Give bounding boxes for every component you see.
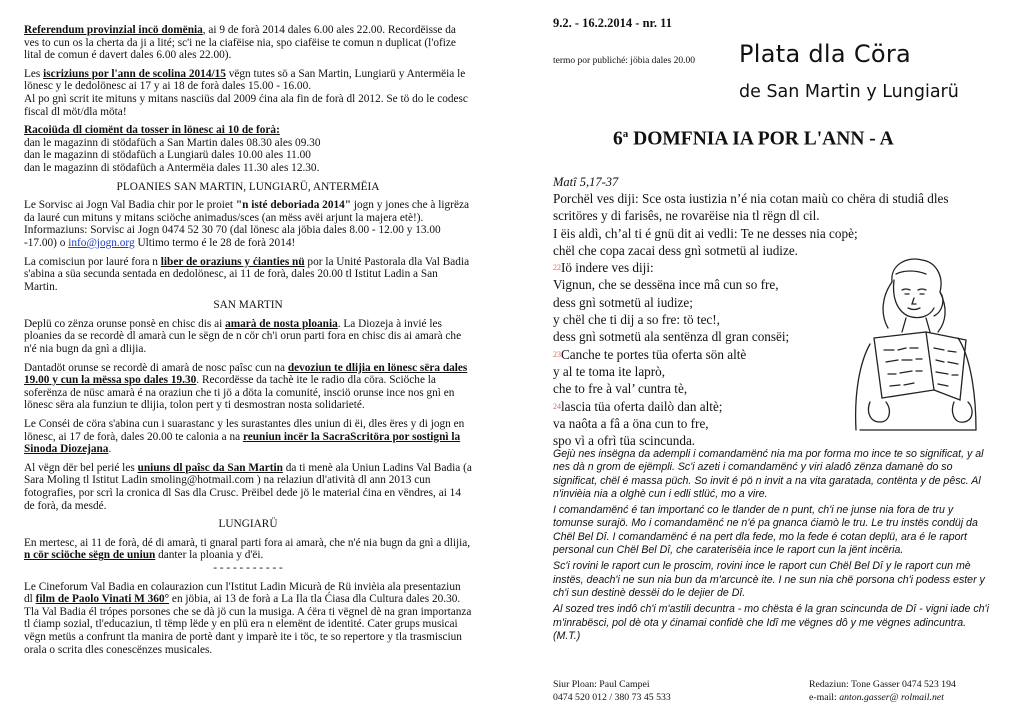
gospel-reference: Matî 5,17-37 <box>553 175 619 189</box>
youth-service-notice: Le Sorvisc ai Jogn Val Badia chir por le proiet "n isté deboriada 2014" jogn y jones che à ligrëza da lauré cun mituns y mitans sciöche animadus/sces (an mëss avëi arjunt la majera etè!). Informaziuns: Sorvisc ai Jogn 0474 52 30 70 (dal lönesc ala jöbia dales 8.00 - 12.00 y 13.00 -17.00) o info@jogn.org Ultimo termo é le 28 de forà 2014! <box>24 199 469 249</box>
separator: - - - - - - - - - - - <box>213 561 283 574</box>
cineforum-notice: Le Cineforum Val Badia en colaurazion cun l'Istitut Ladin Micurà de Rü invièia ala presentaziun dl film de Paolo Vinati M 360° en jöbia, ai 13 de forà a La Ila tla Ćiasa dla Cultura dales 20.30. Tla Val Badia él trópes porsones che se dà jö cun la musiga. A ćëra ti vëgnel dè na gran importanza tl ćiamp sozial, tl'educaziun, tl tëmp lëde y en plü era n elemënt de identité. Cater grups musicai vëgn metüs a confrunt tla manira de portè dant y imparè ite i töc, te so repertore y tla trasmisciun orala o scrita dles conescënzes musicales. <box>24 580 472 656</box>
bulletin-right-column: 9.2. - 16.2.2014 - nr. 11 termo por publiché: jöbia dales 20.00 Plata dla Cöra de San Martin y Lungiarü 6$^a$ DOMFNIA IA POR L'ANN - A Matî 5,17-37 Porchël ves diji: Sce osta iustizia n’é nia cotan maiù co chëra di studiâ dles scritöres y di farisês, ne rovarëise nia tl rëgn dl cil. I ëis aldì, ch’al ti é gnü dit ai vedli: Te ne desses nia copè; chël che copa zacai dess gnì sotmetü al iudize. $^{22}$Iö indere ves diji: Vignun, che se dessëna ince mâ cun so fre, dess gnì sotmetü al iudize; y chël che ti dij a so fre: tö tec!, dess gnì sotmetü ala sentënza dl gran consëi; $^{23}$Canche te portes tüa oferta sön altè y al te toma ite laprò, che to fre à val’ cuntra tè, $^{24}$lascia tüa oferta dailò dan altè; va naôta a fâ a öna cun to fre, spo vì a ofrì tüa scincunda. Gejù nes insëgna da adempli i comandamënć nia ma por forma mo ince te so significat, y al nes dà n grom de ejëmpli. Sc'i azeti i comandamënć y viri aladô zënza damanè do so significat, chël é massa püch. So invit é pö n invit a na vita garatada, contënta y de pêsc. Al n'invièia nia a olghè cun i edli stlüć, mo a vire. I comandamënć é tan importanć co le tlander de n punt, ch'i ne junse nia fora de tru y tomunse surajö. Mo i comandamënć ne n'é pa gnanca ćiamò le tru. Le tru instës condüj da Chël Bel Dî. I comandamënć é na pert dla fede, mo la fede é cotan deplü, ara é le raport personal cun Chël Bel Dî, che caraterisëia ince le raport cun la jënt incëria. Sc'i rovini le raport cun le proscim, rovini ince le raport cun Chël Bel Dî y le raport cun mè instës, deach'i ne sun nia bun da m'arcuncè ite. I ne sun nia chë porsona ch'i podess ester y ch'i sun destinè dessëi do le dejier de Dî. Al sozed tres indô ch'i m'astili decuntra - mo chësta é la gran scincunda de Dî - vigni iade ch'i m'inrabësci, pol dè ota y ćinamai confidè che Idî me vëgnes dô y me vëgnes adincuntra. (M.T.) Siur Ploan: Paul Campei 0474 520 012 / 380 73 45 533 Redaziun: Tone Gasser 0474 523 194 e-mail: anton.gasser@ rolmail.net <box>553 0 993 724</box>
moses-tablets-illustration <box>830 252 992 438</box>
section-heading-parishes: PLOANIES SAN MARTIN, LUNGIARÜ, ANTERMËIA <box>116 180 380 193</box>
editor-email[interactable]: anton.gasser@ rolmail.net <box>839 692 944 703</box>
priest-phone: 0474 520 012 / 380 73 45 533 <box>553 692 671 703</box>
referendum-notice: Referendum provinzial incö domënia, ai 9 de forà 2014 dales 6.00 ales 22.00. Recordëisse da ves to cun os la cherta da ji a lité; sc'i ne la ciafëise nia, spo ciafëise te comun n duplicat (l'ofize lital de comun é davert dales 6.00 ales 22.00). <box>24 24 456 62</box>
verse-number: 23 <box>553 349 561 359</box>
associations-notice: Al vëgn dër bel perié les uniuns dl paîsc da San Martin da ti menè ala Uniun Ladins Val Badia (a Sara Moling tl Istitut Ladin smoling@hotmail.com ) na relaziun dl'atività dl ann 2013 cun fotografies, por scrì la cronica dl Sas dla Crusc. Prëibel dede jö le material ćina en vëndres, ai 14 de forà, da mesdé. <box>24 461 472 512</box>
editor: Redaziun: Tone Gasser 0474 523 194 <box>809 679 956 690</box>
devotion-notice: Dantadöt orunse se recordè di amarà de nosc paîsc cun na devoziun te dlijia en lönesc sëra dales 19.00 y cun la mëssa spo dales 19.30. Recordësse da tachè ite le radio dla cöra. Sciöche la soferënza de nüsc amarà é na oraziun che ti jö a döta la comunité, insciö orunse ince nos gnì en lönesc sëra ala funziun te dlijia, tolon pert y ti desmostran nosta solidarieté. <box>24 361 468 412</box>
section-heading-lungiaru: LUNGIARÜ <box>218 518 278 531</box>
kindergarten-notice: Les iscriziuns por l'ann de scolina 2014/15 vëgn tutes sö a San Martin, Lungiarü y Antermëia le lönesc y le dedolönesc ai 17 y ai 18 de forà dales 15.00 - 16.00. Al po gnì scrit ite mituns y mitans nasciüs dal 2009 ćina ala fin de forà dl 2012. Se tö do le codesc fiscal dl möt/dla möta! <box>24 67 468 118</box>
masthead-subtitle: de San Martin y Lungiarü <box>739 82 959 102</box>
verse-number: 22 <box>553 263 561 273</box>
commentary: Gejù nes insëgna da adempli i comandamënć nia ma por forma mo ince te so significat, y al nes dà n grom de ejëmpli. Sc'i azeti i comandamënć y viri aladô zënza damanè do so significat, chël é massa püch. So invit é pö n invit a na vita garatada, contënta y de pêsc. Al n'invièia nia a olghè cun i edli stlüć, mo a vire. I comandamënć é tan importanć co le tlander de n punt, ch'i ne junse nia fora de tru y tomunse surajö. Mo i comandamënć ne n'é pa gnanca ćiamò le tru. Le tru instës condüj da Chël Bel Dî. I comandamënć é na pert dla fede, mo la fede é cotan deplü, ara é le raport personal cun Chël Bel Dî, che caraterisëia ince le raport cun la jënt incëria. Sc'i rovini le raport cun le proscim, rovini ince le raport cun Chël Bel Dî y le raport cun mè instës, deach'i ne sun nia bun da m'arcuncè ite. I ne sun nia chë porsona ch'i podess ester y ch'i sun destinè dessëi do le dejier de Dî. Al sozed tres indô ch'i m'astili decuntra - mo chësta é la gran scincunda de Dî - vigni iade ch'i m'inrabësci, pol dè ota y ćinamai confidè che Idî me vëgnes dô y me vëgnes adincuntra. (M.T.) <box>553 448 989 642</box>
council-meeting-notice: Le Conséi de cöra s'abina cun i suarastanc y les surastantes dles uniun di ëi, dles ëres y di jogn en lönesc, ai 17 de forà, dales 20.00 te calonia a na reuniun incër la SacraScritöra por sostignì la Sinoda Diozejana. <box>24 418 465 456</box>
parish-priest: Siur Ploan: Paul Campei <box>553 679 650 690</box>
section-heading-san-martin: SAN MARTIN <box>213 299 283 312</box>
waste-collection-notice: Racoiüda dl ciomënt da tosser in lönesc ai 10 de forà: dan le magazinn di stödafüch a San Martin dales 08.30 ales 09.30 dan le magazinn di stödafüch a Lungiarü dales 10.00 ales 11.00 dan le magazinn di stödafüch a Antermëia dales 11.30 ales 12.30. <box>24 124 321 174</box>
issue-date: 9.2. - 16.2.2014 - nr. 11 <box>553 16 672 30</box>
gospel-text: Porchël ves diji: Sce osta iustizia n’é nia cotan maiù co chëra di studiâ dles scritöres y di farisês, ne rovarëise nia tl rëgn dl cil. I ëis aldì, ch’al ti é gnü dit ai vedli: Te ne desses nia copè; chël che copa zacai dess gnì sotmetü al iudize. $^{22}$Iö indere ves diji: Vignun, che se dessëna ince mâ cun so fre, dess gnì sotmetü al iudize; y chël che ti dij a so fre: tö tec!, dess gnì sotmetü ala sentënza dl gran consëi; $^{23}$Canche te portes tüa oferta sön altè y al te toma ite laprò, che to fre à val’ cuntra tè, $^{24}$lascia tüa oferta dailò dan altè; va naôta a fâ a öna cun to fre, spo vì a ofrì tüa scincunda. <box>553 191 949 449</box>
sunday-title: 6$^a$ DOMFNIA IA POR L'ANN - A <box>613 128 894 150</box>
bulletin-left-column <box>24 24 472 662</box>
masthead-title: Plata dla Cöra <box>739 40 912 68</box>
verse-number: 24 <box>553 401 561 411</box>
sick-day-notice: Deplü co zënza orunse ponsè en chisc dis ai amarà de nosta ploania. La Diozeja à invié les ploanies da se recordè dl amarà cun le sëgn de n cör ch'i orun parti fora en chisc dis ai amarà che n'é nia bugn da gnì a dlijia. <box>24 317 462 356</box>
lungiaru-notice: En mertesc, ai 11 de forà, dé di amarà, ti gnaral parti fora ai amarà, che n'é nia bugn da gnì a dlijia, n cör sciöche sëgn de uniun danter la ploania y d'ëi. <box>24 536 471 562</box>
email-link-jogn[interactable]: info@jogn.org <box>68 236 135 249</box>
songbook-notice: La comisciun por lauré fora n liber de oraziuns y ćianties nü por la Unité Pastorala dla Val Badia s'abina a süa secunda sentada en dedolönesc, ai 11 de forà, dales 20.00 tl Istitut Ladin a San Martin. <box>24 255 470 293</box>
publication-deadline: termo por publiché: jöbia dales 20.00 <box>553 56 695 66</box>
